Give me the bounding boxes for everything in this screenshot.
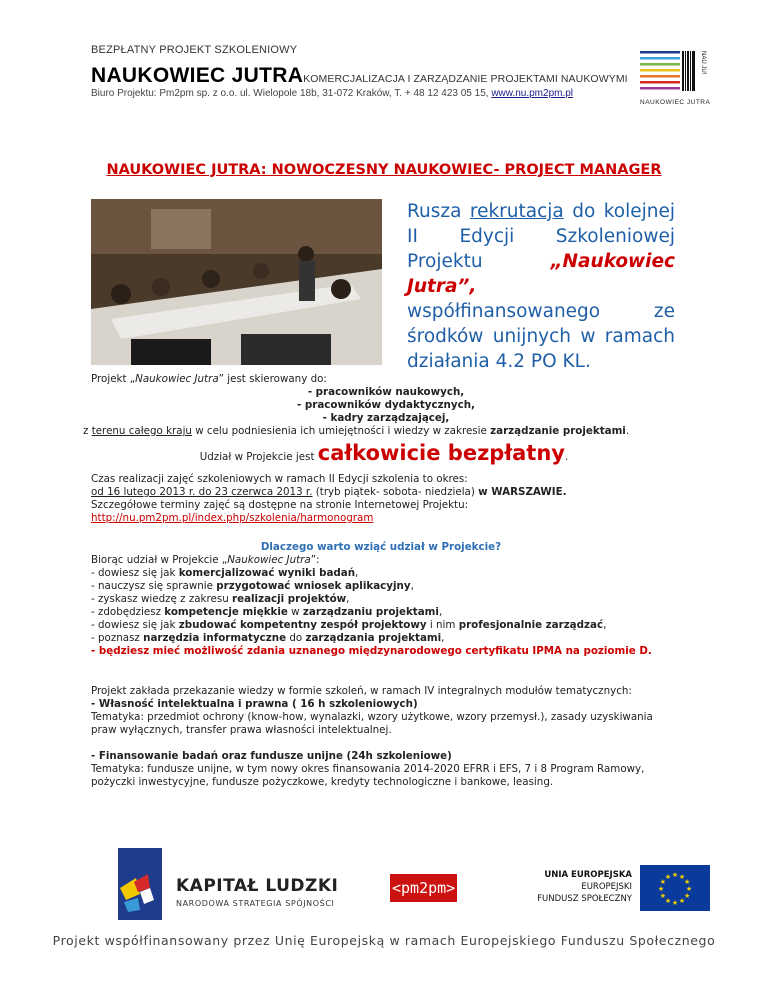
eu-star-icon: ★ [683, 879, 691, 886]
benefits-intro-project: Naukowiec Jutra [227, 554, 311, 566]
module-2-text: Tematyka: fundusze unijne, w tym nowy okres finansowania 2014-2020 EFRR i EFS, 7 i 8 Program Ramowy, pożyczki inwestycyjne, fundusze pożyczkowe, kredyty technologiczne i bankowe, leasing. [91, 763, 645, 788]
logo-stripe [640, 81, 680, 84]
target-item: - pracowników dydaktycznych, [297, 399, 475, 411]
benefit-certificate: - będziesz mieć możliwość zdania uznanego międzynarodowego certyfikatu IPMA na poziomie D. [91, 645, 652, 657]
lead-recruitment: rekrutacja [469, 201, 564, 222]
page-title: NAUKOWIEC JUTRA: NOWOCZESNY NAUKOWIEC- PROJECT MANAGER [106, 162, 662, 178]
schedule-mode: (tryb piątek- sobota- niedziela) [312, 486, 479, 498]
benefits-intro [91, 554, 691, 567]
eu-line-1: UNIA EUROPEJSKA [544, 870, 632, 880]
intro-c: ” jest skierowany do: [218, 373, 327, 385]
eu-flag-icon [640, 865, 710, 911]
benefits-intro-a: Biorąc udział w Projekcie „ [91, 554, 228, 566]
logo-stripe [640, 51, 680, 54]
benefit-item: - nauczysz się sprawnie przygotować wniosek aplikacyjny, [91, 580, 414, 592]
eu-star-icon: ★ [664, 873, 672, 881]
purpose-region: terenu całego kraju [91, 425, 192, 437]
schedule-line-1: Czas realizacji zajęć szkoleniowych w ramach II Edycji szkolenia to okres: [91, 473, 468, 485]
benefit-item: - dowiesz się jak komercjalizować wyniki badań, [91, 567, 359, 579]
kapital-ludzki-emblem [118, 848, 164, 920]
lead-text-1: Rusza [407, 201, 470, 222]
logo-side-text: NAU JU! [700, 51, 706, 75]
target-list [91, 386, 681, 425]
schedule-link[interactable]: http://nu.pm2pm.pl/index.php/szkolenia/harmonogram [91, 512, 374, 524]
eu-star-icon: ★ [671, 872, 679, 879]
website-link[interactable]: www.nu.pm2pm.pl [491, 88, 574, 99]
intro-project: Naukowiec Jutra [135, 373, 219, 385]
module-1-text: Tematyka: przedmiot ochrony (know-how, wynalazki, wzory użytkowe, wzory przemysł.), zasady uzyskiwania praw wyłącznych, transfer prawa własności intelektualnej. [91, 711, 653, 736]
eu-line-3: FUNDUSZ SPOŁECZNY [537, 894, 632, 904]
logo-stripe [640, 87, 680, 90]
eu-star-icon: ★ [683, 893, 691, 900]
eu-text [530, 869, 632, 905]
pm2pm-logo [390, 874, 457, 902]
intro-line [91, 373, 681, 386]
schedule-line-3: Szczegółowe terminy zajęć są dostępne na stronie Internetowej Projektu: [91, 499, 469, 511]
kapital-ludzki-subtitle: NARODOWA STRATEGIA SPÓJNOŚCI [176, 899, 335, 908]
purpose-dot: . [625, 425, 630, 437]
benefit-item: - zyskasz wiedzę z zakresu realizacji projektów, [91, 593, 350, 605]
intro-a: Projekt „ [91, 373, 136, 385]
free-pre: Udział w Projekcie jest [199, 451, 318, 463]
benefit-item: - poznasz narzędzia informatyczne do zarządzania projektami, [91, 632, 445, 644]
schedule-dates: od 16 lutego 2013 r. do 23 czerwca 2013 r. [91, 486, 313, 498]
recruitment-announcement [407, 199, 675, 374]
header-subtitle: KOMERCJALIZACJA I ZARZĄDZANIE PROJEKTAMI NAUKOWYMI [303, 73, 628, 85]
eu-star-icon: ★ [678, 898, 686, 906]
eu-star-icon: ★ [678, 873, 686, 881]
eu-star-icon: ★ [671, 900, 679, 907]
logo-stripe [640, 75, 680, 78]
schedule-city: w WARSZAWIE. [478, 486, 567, 498]
eu-star-icon: ★ [659, 879, 667, 886]
module-2-title: - Finansowanie badań oraz fundusze unijne (24h szkoleniowe) [91, 750, 452, 762]
eu-star-icon: ★ [664, 898, 672, 906]
purpose-z: z [83, 425, 92, 437]
training-photo [91, 199, 382, 365]
eu-star-icon: ★ [657, 886, 665, 893]
pm2pm-logo-text: <pm2pm> [392, 879, 456, 897]
eu-line-2: EUROPEJSKI [581, 882, 632, 892]
free-highlight: całkowicie bezpłatny [317, 441, 565, 465]
module-1-title: - Własność intelektualna i prawna ( 16 h szkoleniowych) [91, 698, 418, 710]
eu-star-icon: ★ [659, 893, 667, 900]
intro-purpose [83, 425, 681, 438]
logo-stripe [640, 57, 680, 60]
logo-caption: NAUKOWIEC JUTRA [640, 99, 711, 106]
barcode-icon [682, 51, 695, 91]
footer-cofinancing: Projekt współfinansowany przez Unię Europejską w ramach Europejskiego Funduszu Społecznego [52, 933, 716, 948]
target-item: - kadry zarządzającej, [322, 412, 450, 424]
lead-project-name: „Naukowiec Jutra”, [407, 251, 675, 297]
header-address [91, 88, 573, 99]
benefits-intro-c: ”: [310, 554, 320, 566]
purpose-topic: zarządzanie projektami [490, 425, 626, 437]
free-post: . [564, 451, 569, 463]
schedule-block [91, 473, 691, 525]
target-item: - pracowników naukowych, [307, 386, 465, 398]
naukowiec-jutra-logo [640, 45, 711, 107]
free-participation [0, 441, 768, 465]
header-tagline: BEZPŁATNY PROJEKT SZKOLENIOWY [91, 44, 298, 56]
lead-text-3: współfinansowanego ze środków unijnych w ramach działania 4.2 PO KL. [407, 301, 675, 372]
benefits-block [91, 541, 691, 658]
intro-block [83, 373, 681, 438]
schedule-line-2 [91, 486, 691, 499]
purpose-w: w celu podniesienia ich umiejętności i wiedzy w zakresie [191, 425, 491, 437]
kapital-ludzki-title: KAPITAŁ LUDZKI [176, 876, 339, 896]
header-title-text: NAUKOWIEC JUTRA [91, 64, 304, 87]
benefits-title: Dlaczego warto wziąć udział w Projekcie? [260, 541, 502, 553]
eu-star-icon: ★ [685, 886, 693, 893]
logo-stripe [640, 63, 680, 66]
benefit-item: - zdobędziesz kompetencje miękkie w zarządzaniu projektami, [91, 606, 443, 618]
modules-block [91, 685, 681, 789]
logo-stripe [640, 69, 680, 72]
address-text: Biuro Projektu: Pm2pm sp. z o.o. ul. Wielopole 18b, 31-072 Kraków, T. + 48 12 423 05 15, [91, 88, 492, 99]
benefit-item: - dowiesz się jak zbudować kompetentny zespół projektowy i nim profesjonalnie zarządzać, [91, 619, 607, 631]
modules-intro: Projekt zakłada przekazanie wiedzy w formie szkoleń, w ramach IV integralnych modułów tematycznych: [91, 685, 632, 697]
header-title [91, 64, 628, 88]
lead-text-2: do kolejnej II Edycji Szkoleniowej Projektu [407, 201, 675, 272]
